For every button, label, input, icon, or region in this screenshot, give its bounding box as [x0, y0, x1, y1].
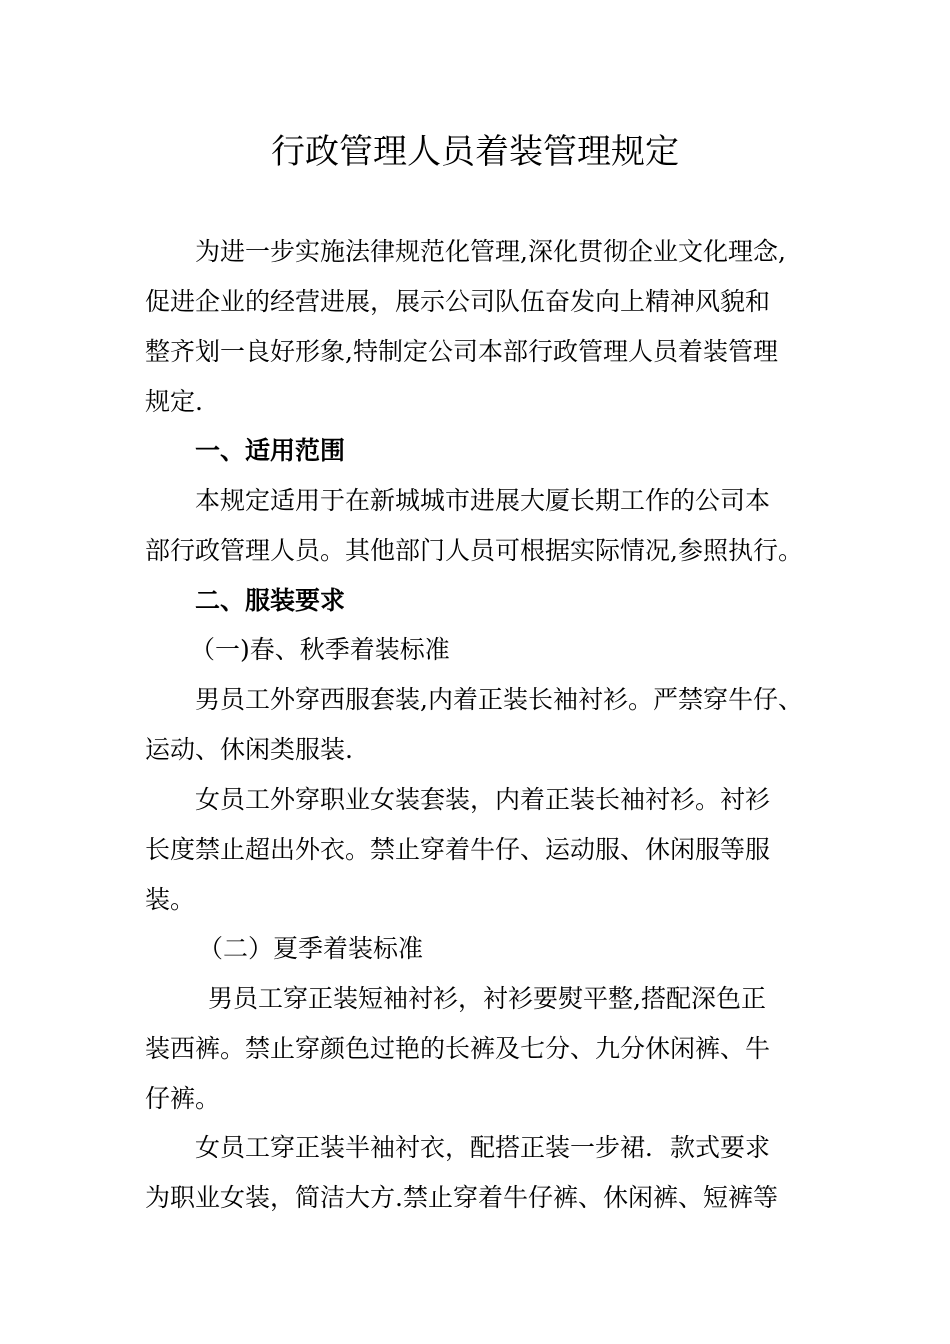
body-line: 为进一步实施法律规范化管理,深化贯彻企业文化理念,: [195, 237, 786, 266]
section-heading-attire: 二、服装要求: [195, 586, 346, 615]
subsection-heading-spring-autumn: （一)春、秋季着装标准: [190, 635, 450, 664]
body-line: 女员工外穿职业女装套装，内着正装长袖衬衫。衬衫: [195, 785, 771, 814]
body-line: 运动、休闲类服装.: [145, 735, 353, 764]
body-line: 部行政管理人员。其他部门人员可根据实际情况,参照执行。: [145, 536, 803, 565]
body-line: 女员工穿正装半袖衬衣，配搭正装一步裙．款式要求: [195, 1133, 771, 1162]
body-line: 长度禁止超出外衣。禁止穿着牛仔、运动服、休闲服等服: [145, 835, 771, 864]
body-line: 仔裤。: [145, 1084, 221, 1113]
body-line: 为职业女装，简洁大方.禁止穿着牛仔裤、休闲裤、短裤等: [145, 1183, 778, 1212]
body-line: 男员工外穿西服套装,内着正装长袖衬衫。严禁穿牛仔、: [195, 685, 803, 714]
subsection-heading-summer: （二）夏季着装标准: [198, 934, 424, 963]
body-line: 装。: [145, 885, 196, 914]
body-line: 男员工穿正装短袖衬衫，衬衫要熨平整,搭配深色正: [208, 984, 766, 1013]
document-title: 行政管理人员着装管理规定: [271, 132, 679, 172]
body-line: 规定.: [145, 387, 203, 416]
body-line: 装西裤。禁止穿颜色过艳的长裤及七分、九分休闲裤、牛: [145, 1034, 771, 1063]
body-line: 整齐划一良好形象,特制定公司本部行政管理人员着装管理: [145, 337, 778, 366]
body-line: 本规定适用于在新城城市进展大厦长期工作的公司本: [195, 486, 771, 515]
body-line: 促进企业的经营进展，展示公司队伍奋发向上精神风貌和: [145, 287, 771, 316]
section-heading-scope: 一、适用范围: [195, 436, 346, 465]
